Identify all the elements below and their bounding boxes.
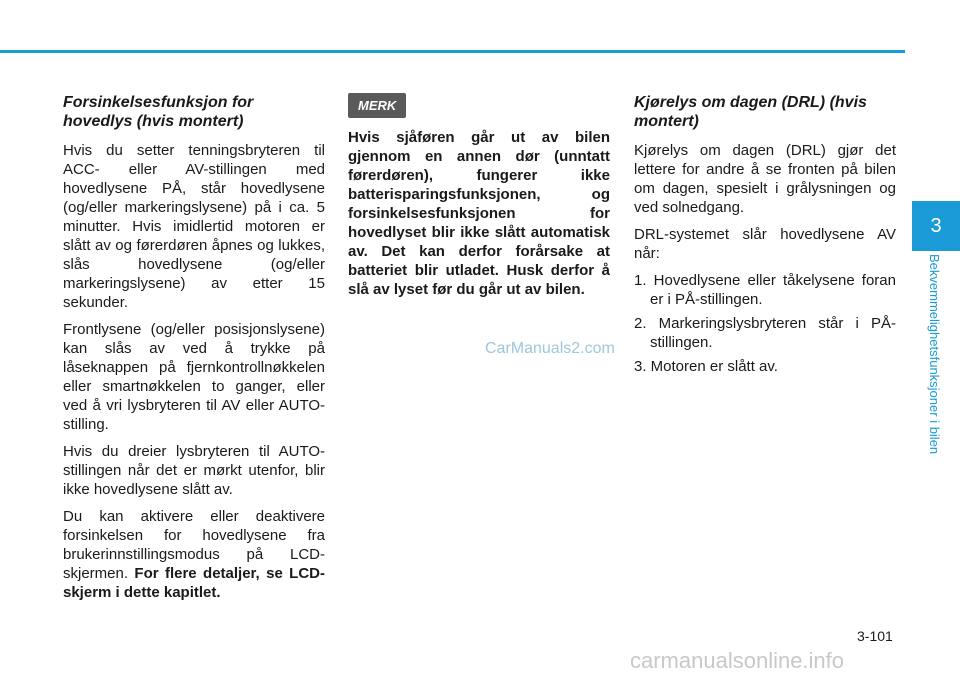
paragraph-text: Du kan aktivere eller deaktivere forsinkelsen for hovedlysene fra brukerinnstillingsmodus på LCD-skjermen. [63,508,325,582]
cross-reference: For flere detaljer, se LCD-skjerm i dette kapitlet. [63,565,325,601]
condition-list [634,271,896,376]
list-item: 1. Hovedlysene eller tåkelysene foran er i PÅ-stillingen. [634,272,896,308]
paragraph: Frontlysene (og/eller posisjonslysene) kan slås av ved å trykke på låseknappen på fjernkontrollnøkkelen eller smartnøkkelen to ganger, eller ved å vri lysbryteren til AV eller AUTO-stilling. [63,321,325,433]
paragraph: Hvis du setter tenningsbryteren til ACC- eller AV-stillingen med hovedlysene PÅ, står hovedlysene (og/eller markeringslysene) på i ca. 5 minutter. Hvis imidlertid motoren er slått av og førerdøren åpnes og lukkes, slås hovedlysene (og/eller markeringslysene) av etter 15 sekunder. [63,142,325,311]
paragraph: Kjørelys om dagen (DRL) gjør det lettere for andre å se fronten på bilen om dagen, spesielt i grålysningen og ved solnedgang. [634,142,896,216]
paragraph: DRL-systemet slår hovedlysene AV når: [634,226,896,262]
column-middle [348,93,610,299]
section-heading-delay: Forsinkelsesfunksjon for hovedlys (hvis montert) [63,94,254,130]
paragraph: Hvis du dreier lysbryteren til AUTO-stillingen når det er mørkt utenfor, blir ikke hovedlysene slått av. [63,443,325,498]
top-rule [0,50,905,53]
list-item: 2. Markeringslysbryteren står i PÅ-stillingen. [634,315,896,351]
note-text: Hvis sjåføren går ut av bilen gjennom en annen dør (unntatt førerdøren), fungerer ikke batterisparingsfunksjonen, og forsinkelsesfunksjonen for hovedlyset blir ikke slått automatisk av. Det kan derfor forårsake at batteriet blir utladet. Husk derfor å slå av lyset før du går ut av bilen. [348,129,610,298]
section-heading-drl: Kjørelys om dagen (DRL) (hvis montert) [634,94,867,130]
chapter-title: Bekvemmelighetsfunksjoner i bilen [927,254,942,455]
paragraph [63,507,325,602]
column-right [634,93,896,381]
note-label: MERK [348,93,406,118]
watermark: CarManuals2.com [485,340,615,357]
chapter-tab: 3 [912,201,960,251]
list-item: 3. Motoren er slått av. [634,358,778,375]
page-number: 3-101 [857,628,893,644]
column-left [63,93,325,610]
footer-watermark: carmanualsonline.info [630,648,845,673]
